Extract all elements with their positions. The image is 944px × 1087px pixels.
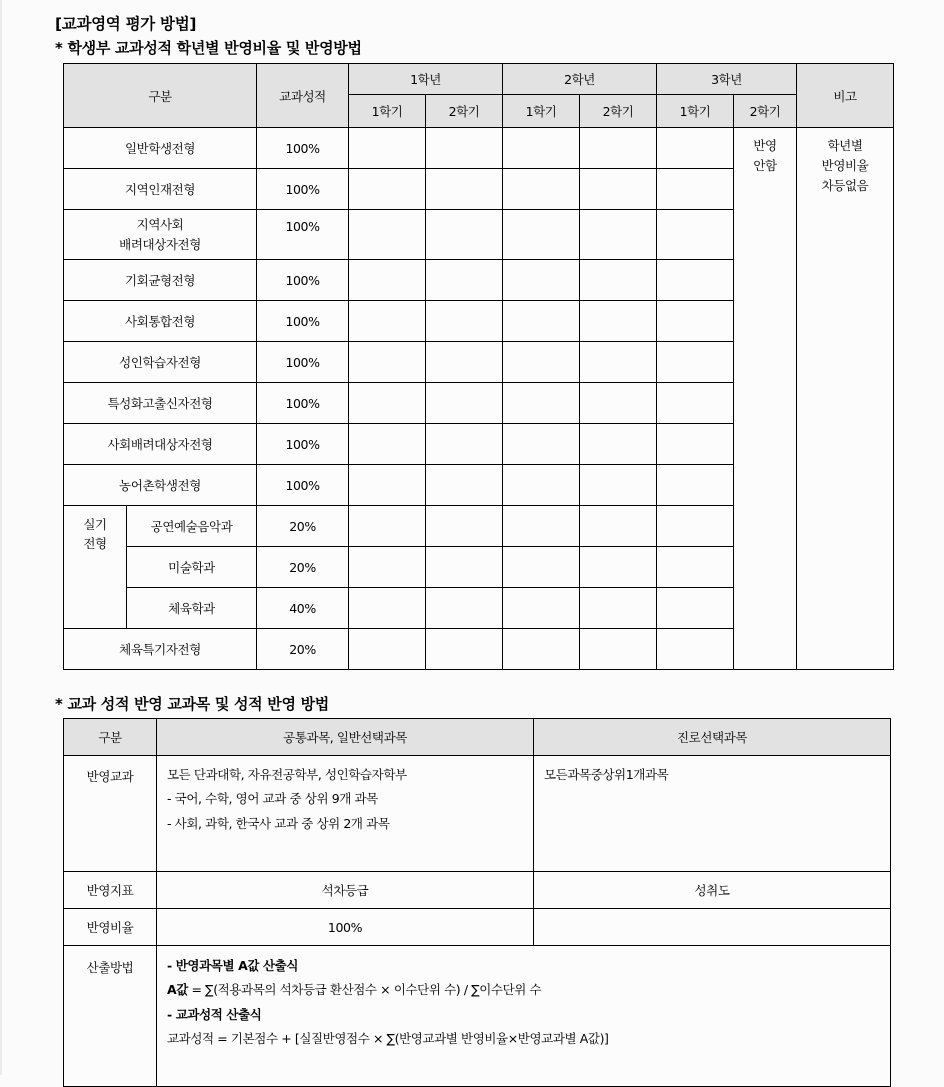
header-grade3-sem1: 1학기: [657, 95, 734, 128]
admission-type-name: 공연예술음악과: [127, 506, 257, 547]
admission-type-ratio: 100%: [257, 465, 349, 506]
header-grade3: 3학년: [657, 64, 797, 95]
cell-g2s1: [503, 260, 580, 301]
admission-type-ratio: 40%: [257, 588, 349, 629]
admission-type-ratio: 100%: [257, 260, 349, 301]
admission-type-ratio: 100%: [257, 169, 349, 210]
subjects-common-line3: - 사회, 과학, 한국사 교과 중 상위 2개 과목: [167, 815, 390, 831]
cell-g3s1: [657, 169, 734, 210]
cell-g1s2: [426, 547, 503, 588]
table-row: [64, 946, 891, 1087]
cell-g2s1: [503, 506, 580, 547]
cell-g1s2: [426, 506, 503, 547]
cell-g2s1: [503, 210, 580, 260]
calc-line-4: 교과성적 = 기본점수 + [실질반영점수 × ∑(반영교과별 반영비율×반영교과별 A값)]: [167, 1031, 609, 1047]
remarks-line2: 반영비율: [821, 158, 869, 173]
cell-g1s2: [426, 128, 503, 169]
cell-g3s1: [657, 210, 734, 260]
cell-g3s1: [657, 547, 734, 588]
cell-g1s2: [426, 465, 503, 506]
cell-g2s2: [580, 169, 657, 210]
header-remarks: 비고: [797, 64, 894, 128]
admission-type-name: 사회통합전형: [64, 301, 257, 342]
header-grade2-sem1: 1학기: [503, 95, 580, 128]
admission-type-name: 미술학과: [127, 547, 257, 588]
cell-g2s1: [503, 128, 580, 169]
index-career-value: 성취도: [534, 872, 891, 909]
cell-g1s1: [349, 629, 426, 670]
calc-line-2-formula: = ∑(적용과목의 석차등급 환산점수 × 이수단위 수) / ∑이수단위 수: [187, 982, 542, 998]
cell-g1s2: [426, 169, 503, 210]
cell-g2s2: [580, 383, 657, 424]
cell-g1s2: [426, 424, 503, 465]
page-title: [교과영역 평가 방법]: [55, 15, 197, 33]
cell-g3s1: [657, 301, 734, 342]
cell-g3s1: [657, 342, 734, 383]
calc-line-3: - 교과성적 산출식: [167, 1006, 262, 1022]
admission-type-ratio: 100%: [257, 128, 349, 169]
cell-g1s1: [349, 260, 426, 301]
grade3-sem2-note-line1: 반영: [753, 138, 777, 153]
cell-g2s2: [580, 506, 657, 547]
cell-g2s1: [503, 342, 580, 383]
subjects-common-content: [157, 756, 534, 872]
table-header-row: [64, 719, 891, 756]
cell-g3s1: [657, 383, 734, 424]
cell-g1s1: [349, 424, 426, 465]
admission-type-name: 체육학과: [127, 588, 257, 629]
row-label-index: 반영지표: [64, 872, 157, 909]
cell-g2s1: [503, 547, 580, 588]
calc-line-2-label: A값: [167, 982, 188, 998]
cell-g2s2: [580, 260, 657, 301]
subjects-common-line1: 모든 단과대학, 자유전공학부, 성인학습자학부: [167, 767, 407, 782]
calc-line-2: [167, 978, 888, 1002]
section-title-admission: * 학생부 교과성적 학년별 반영비율 및 반영방법: [55, 39, 362, 57]
admission-type-name: [64, 210, 257, 260]
admission-type-name: 농어촌학생전형: [64, 465, 257, 506]
cell-g2s2: [580, 588, 657, 629]
admission-type-ratio: 20%: [257, 547, 349, 588]
admission-type-name: 지역인재전형: [64, 169, 257, 210]
cell-g1s2: [426, 342, 503, 383]
cell-g2s1: [503, 383, 580, 424]
cell-g2s2: [580, 301, 657, 342]
cell-g2s1: [503, 588, 580, 629]
admission-type-name-line1: 지역사회: [136, 217, 184, 233]
cell-g1s1: [349, 506, 426, 547]
admission-type-name: 성인학습자전형: [64, 342, 257, 383]
row-label-calculation: 산출방법: [64, 946, 157, 1087]
admission-type-name: 체육특기자전형: [64, 629, 257, 670]
cell-g3s1: [657, 588, 734, 629]
remarks-line1: 학년별: [827, 138, 863, 153]
admission-type-name: 사회배려대상자전형: [64, 424, 257, 465]
header-grade1-sem1: 1학기: [349, 95, 426, 128]
admission-type-ratio: 100%: [257, 301, 349, 342]
cell-g1s1: [349, 301, 426, 342]
admission-type-ratio: 20%: [257, 506, 349, 547]
cell-g2s2: [580, 210, 657, 260]
cell-g2s2: [580, 547, 657, 588]
cell-g2s1: [503, 169, 580, 210]
row-label-ratio: 반영비율: [64, 909, 157, 946]
cell-g2s1: [503, 301, 580, 342]
cell-g1s2: [426, 588, 503, 629]
cell-g1s2: [426, 210, 503, 260]
header-grade2-sem2: 2학기: [580, 95, 657, 128]
cell-g2s1: [503, 424, 580, 465]
subjects-common-line2: - 국어, 수학, 영어 교과 중 상위 9개 과목: [167, 791, 378, 807]
practical-group-line1: 실기: [83, 517, 107, 532]
header-career-elective: 진로선택과목: [534, 719, 891, 756]
header-division: 구분: [64, 64, 257, 128]
subject-reflection-table: [63, 718, 891, 1087]
cell-g2s1: [503, 465, 580, 506]
cell-g1s2: [426, 260, 503, 301]
table-row: [64, 909, 891, 946]
index-common-value: 석차등급: [157, 872, 534, 909]
cell-g2s1: [503, 629, 580, 670]
admission-type-ratio: 100%: [257, 424, 349, 465]
cell-g2s2: [580, 342, 657, 383]
cell-g1s1: [349, 547, 426, 588]
calc-line-1: - 반영과목별 A값 산출식: [167, 958, 298, 973]
admission-type-ratio: 100%: [257, 383, 349, 424]
cell-g3s1: [657, 465, 734, 506]
cell-g1s1: [349, 465, 426, 506]
cell-g2s2: [580, 128, 657, 169]
practical-group-label: [64, 506, 127, 629]
cell-g3s1: [657, 260, 734, 301]
admission-type-name-line2: 배려대상자전형: [119, 236, 201, 252]
cell-g3s1: [657, 128, 734, 169]
admission-type-ratio: 100%: [257, 342, 349, 383]
remarks-note: [797, 128, 894, 670]
table-row: [64, 756, 891, 872]
cell-g3s1: [657, 506, 734, 547]
admission-type-ratio: 100%: [257, 210, 349, 260]
table-row: [64, 128, 894, 169]
cell-g1s1: [349, 128, 426, 169]
subjects-career-content: 모든과목중상위1개과목: [534, 756, 891, 872]
header-grade2: 2학년: [503, 64, 657, 95]
admission-type-ratio: 20%: [257, 629, 349, 670]
calculation-content: [157, 946, 891, 1087]
cell-g1s1: [349, 588, 426, 629]
cell-g1s1: [349, 383, 426, 424]
table-row: [64, 872, 891, 909]
grade3-sem2-note-line2: 안함: [753, 158, 777, 173]
admission-type-name: 기회균형전형: [64, 260, 257, 301]
ratio-common-value: 100%: [157, 909, 534, 946]
remarks-line3: 차등없음: [821, 178, 869, 193]
practical-group-line2: 전형: [83, 536, 107, 552]
cell-g1s1: [349, 342, 426, 383]
cell-g1s1: [349, 210, 426, 260]
cell-g2s2: [580, 465, 657, 506]
section-title-subjects: * 교과 성적 반영 교과목 및 성적 반영 방법: [55, 695, 329, 713]
cell-g1s1: [349, 169, 426, 210]
row-label-subjects: 반영교과: [64, 756, 157, 872]
admission-type-name: 일반학생전형: [64, 128, 257, 169]
grade3-sem2-note: [734, 128, 797, 670]
page-edge-line: [0, 0, 2, 1075]
header-grade3-sem2: 2학기: [734, 95, 797, 128]
admission-grade-ratio-table: [63, 63, 894, 670]
cell-g3s1: [657, 424, 734, 465]
cell-g1s2: [426, 383, 503, 424]
header-common-general: 공통과목, 일반선택과목: [157, 719, 534, 756]
cell-g1s2: [426, 301, 503, 342]
table-header-row-top: [64, 64, 894, 95]
header-grade1: 1학년: [349, 64, 503, 95]
ratio-career-value: [534, 909, 891, 946]
header-subject-score: 교과성적: [257, 64, 349, 128]
header-grade1-sem2: 2학기: [426, 95, 503, 128]
cell-g1s2: [426, 629, 503, 670]
cell-g3s1: [657, 629, 734, 670]
cell-g2s2: [580, 424, 657, 465]
cell-g2s2: [580, 629, 657, 670]
admission-type-name: 특성화고출신자전형: [64, 383, 257, 424]
header-division: 구분: [64, 719, 157, 756]
